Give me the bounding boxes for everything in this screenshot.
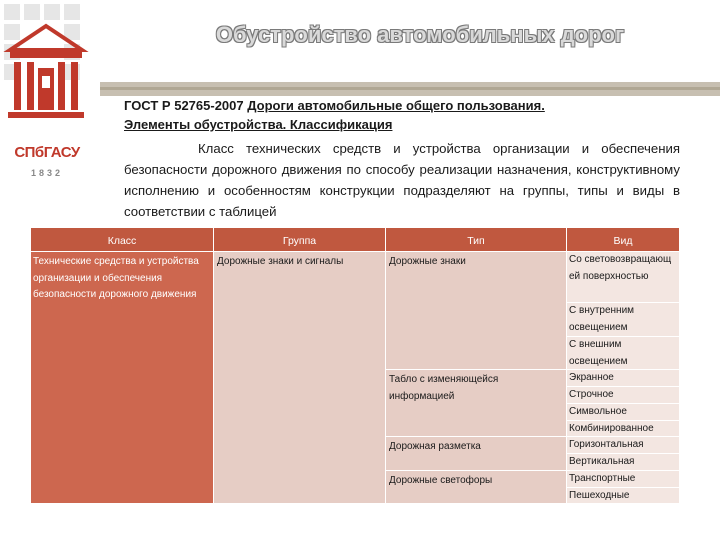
gost-title-line2: Элементы обустройства. Классификация: [124, 117, 393, 132]
header-type: Тип: [386, 228, 566, 251]
logo-name: СПбГАСУ: [14, 144, 80, 161]
header-divider: [100, 82, 720, 96]
page-title: Обустройство автомобильных дорог: [215, 22, 625, 47]
kind-cell: Вертикальная: [567, 454, 679, 470]
gost-title-line1: Дороги автомобильные общего пользования.: [247, 98, 545, 113]
kind-cell: Строчное: [567, 387, 679, 403]
university-logo: [0, 20, 92, 180]
kind-cell: Транспортные: [567, 471, 679, 487]
kind-cell: С внутренним освещением: [567, 303, 679, 336]
gost-heading: [124, 96, 684, 134]
class-cell: Технические средства и устройства организации и обеспечения безопасности дорожного движения: [31, 252, 213, 503]
kind-cell: Комбинированное: [567, 421, 679, 436]
type-cell: Дорожные светофоры: [386, 471, 566, 503]
group-cell: Дорожные знаки и сигналы: [214, 252, 385, 503]
header-group: Группа: [214, 228, 385, 251]
kind-cell: Символьное: [567, 404, 679, 420]
logo-year: 1832: [30, 168, 64, 178]
header-kind: Вид: [567, 228, 679, 251]
type-cell: Дорожная разметка: [386, 437, 566, 470]
header-class: Класс: [31, 228, 213, 251]
description-paragraph: Класс технических средств и устройства организации и обеспечения безопасности дорожного движения по способу реализации назначения, конструктивному исполнению и особенностям конструкции подразделяют на группы, типы и виды в соответствии с таблицей: [124, 141, 680, 219]
classification-table: [31, 228, 679, 503]
type-cell: Дорожные знаки: [386, 252, 566, 369]
kind-cell: Пешеходные: [567, 488, 679, 503]
type-cell: Табло с изменяющейся информацией: [386, 370, 566, 436]
gost-code: ГОСТ Р 52765-2007: [124, 98, 244, 113]
kind-cell: Со световозвращающ ей поверхностью: [567, 252, 679, 302]
kind-cell: Горизонтальная: [567, 437, 679, 453]
kind-cell: Экранное: [567, 370, 679, 386]
kind-cell: С внешним освещением: [567, 337, 679, 369]
building-icon: [0, 20, 92, 130]
